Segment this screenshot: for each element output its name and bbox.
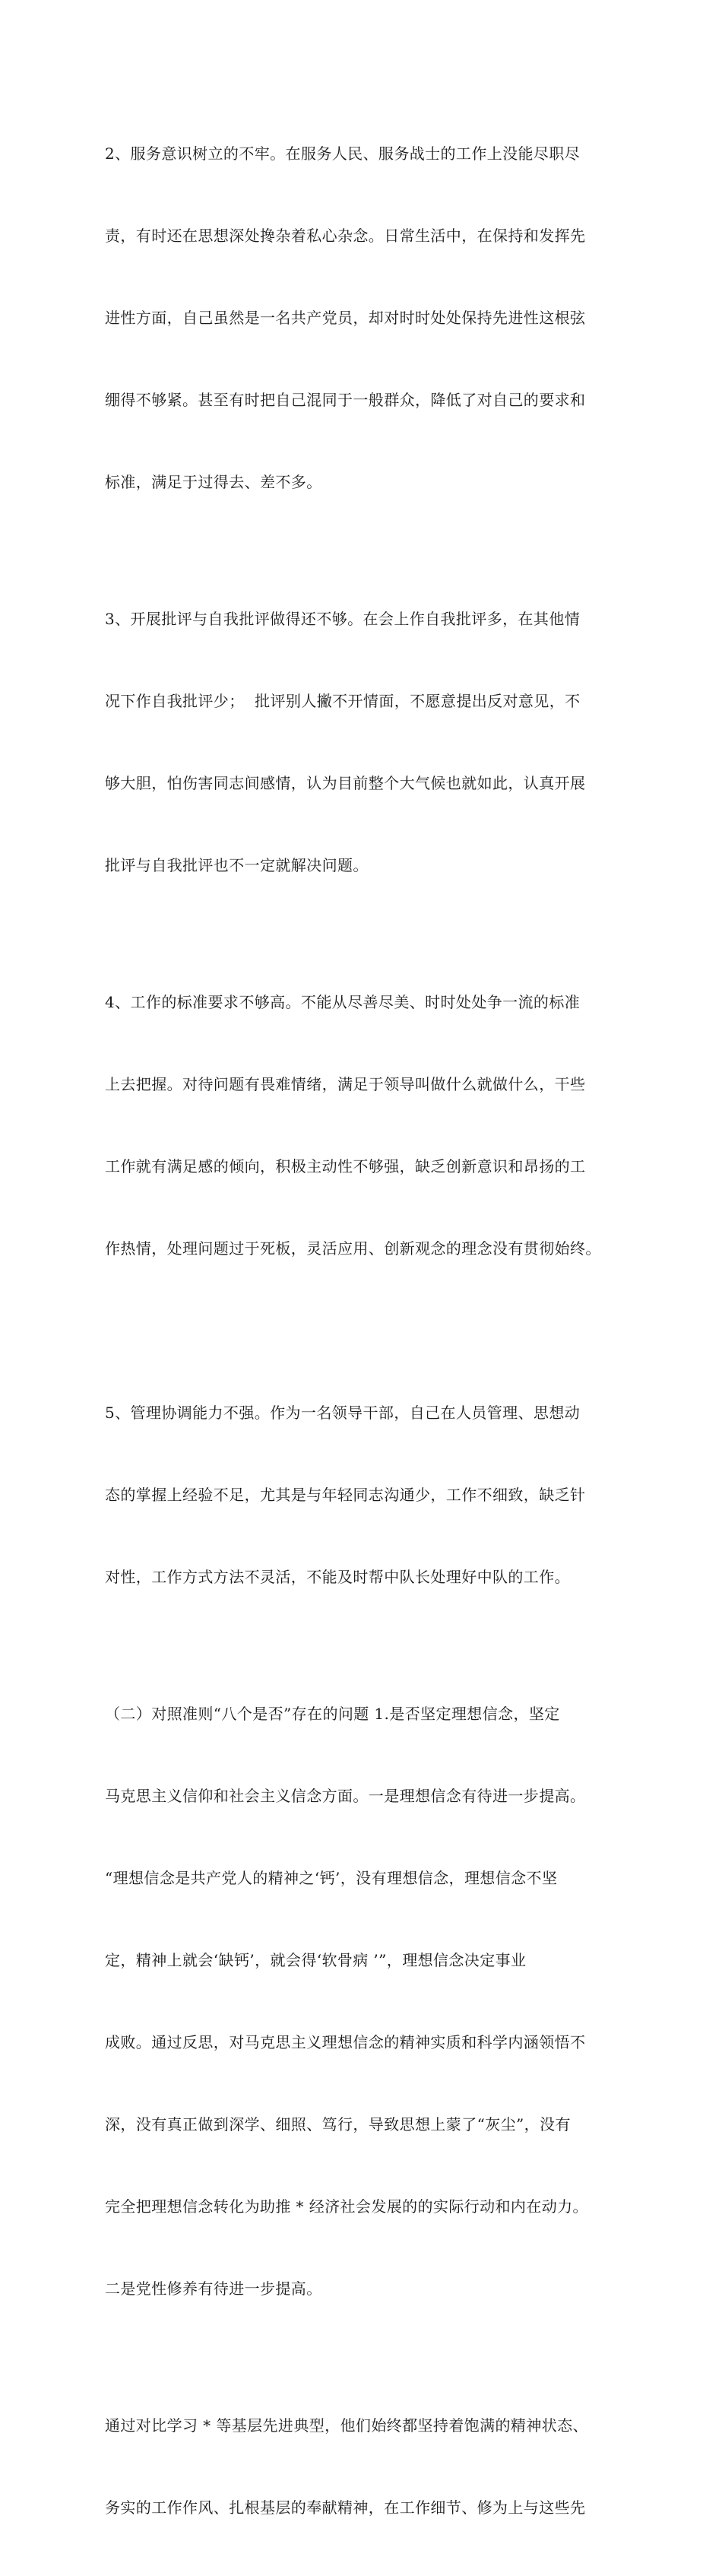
- paragraph-spacer: [105, 1317, 637, 1344]
- text-line: 况下作自我批评少； 批评别人撇不开情面，不愿意提出反对意见，不: [105, 692, 581, 710]
- text-line: 4、工作的标准要求不够高。不能从尽善尽美、时时处处争一流的标准: [105, 993, 581, 1011]
- text-line: 进性方面，自己虽然是一名共产党员，却对时时处处保持先进性这根弦: [105, 309, 586, 327]
- paragraph-criticism: [105, 550, 637, 934]
- text-line: 批评与自我批评也不一定就解决问题。: [105, 856, 369, 874]
- text-line: 态的掌握上经验不足，尤其是与年轻同志沟通少，工作不细致，缺乏针: [105, 1486, 586, 1504]
- text-line: 马克思主义信仰和社会主义信念方面。一是理想信念有待进一步提高。: [105, 1787, 586, 1805]
- text-line: 作热情，处理问题过于死板，灵活应用、创新观念的理念没有贯彻始终。: [105, 1239, 601, 1258]
- text-line: 定，精神上就会‘缺钙’，就会得‘软骨病 ’”，理想信念决定事业: [105, 1951, 527, 1969]
- paragraph-eight-whethers: [105, 1645, 637, 2357]
- text-line: 标准，满足于过得去、差不多。: [105, 473, 322, 491]
- text-line: 务实的工作作风、扎根基层的奉献精神，在工作细节、修为上与这些先: [105, 2498, 586, 2517]
- text-line: 责，有时还在思想深处搀杂着私心杂念。日常生活中，在保持和发挥先: [105, 227, 586, 245]
- text-line: 上去把握。对待问题有畏难情绪，满足于领导叫做什么就做什么，干些: [105, 1075, 586, 1093]
- text-line: 2、服务意识树立的不牢。在服务人民、服务战士的工作上没能尽职尽: [105, 144, 581, 163]
- text-line: 5、管理协调能力不强。作为一名领导干部，自己在人员管理、思想动: [105, 1404, 581, 1422]
- text-line: （二）对照准则“八个是否”存在的问题 1.是否坚定理想信念，坚定: [105, 1705, 560, 1723]
- text-line: 绷得不够紧。甚至有时把自己混同于一般群众，降低了对自己的要求和: [105, 391, 586, 409]
- paragraph-comparison-study: [105, 2357, 637, 2576]
- text-line: 通过对比学习 * 等基层先进典型，他们始终都坚持着饱满的精神状态、: [105, 2416, 588, 2435]
- text-line: 深，没有真正做到深学、细照、笃行，导致思想上蒙了“灰尘”，没有: [105, 2115, 571, 2133]
- text-line: 成败。通过反思，对马克思主义理想信念的精神实质和科学内涵领悟不: [105, 2033, 586, 2051]
- text-line: “理想信念是共产党人的精神之‘钙’，没有理想信念，理想信念不坚: [105, 1869, 558, 1887]
- text-line: 完全把理想信念转化为助推 * 经济社会发展的的实际行动和内在动力。: [105, 2197, 588, 2216]
- paragraph-work-standards: [105, 934, 637, 1317]
- document-body: [105, 85, 637, 2576]
- text-line: 对性，工作方式方法不灵活，不能及时帮中队长处理好中队的工作。: [105, 1568, 570, 1586]
- text-line: 3、开展批评与自我批评做得还不够。在会上作自我批评多，在其他情: [105, 610, 581, 628]
- text-line: 够大胆，怕伤害同志间感情，认为目前整个大气候也就如此，认真开展: [105, 774, 586, 792]
- text-line: 二是党性修养有待进一步提高。: [105, 2279, 322, 2298]
- text-line: 工作就有满足感的倾向，积极主动性不够强，缺乏创新意识和昂扬的工: [105, 1157, 586, 1175]
- paragraph-management: [105, 1344, 637, 1645]
- paragraph-service-awareness: [105, 85, 637, 550]
